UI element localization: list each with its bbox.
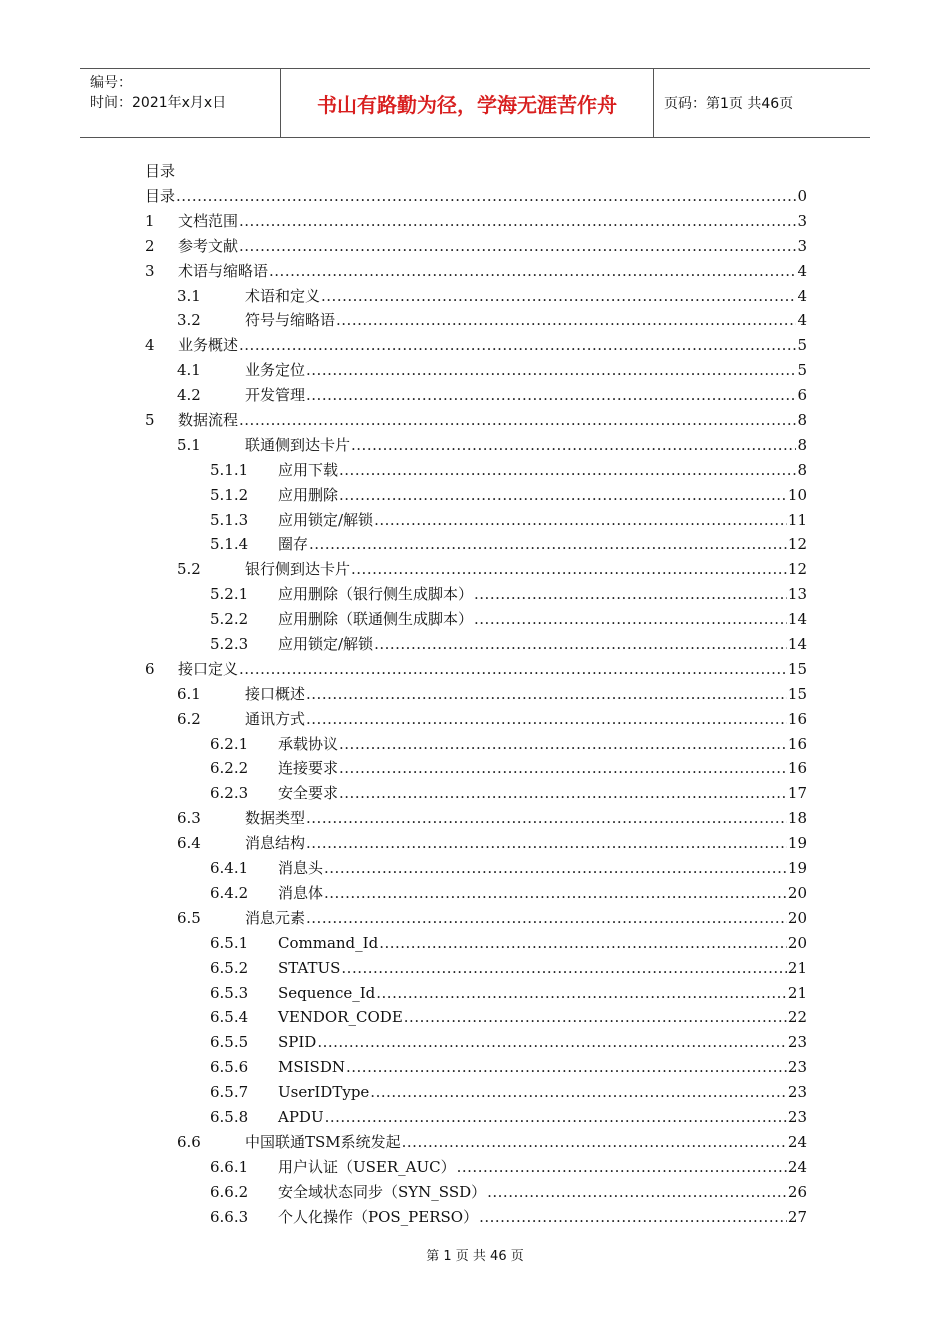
toc-entry-page: 23 xyxy=(787,1033,807,1052)
toc-leader-dots xyxy=(402,1130,787,1155)
toc-leader-dots xyxy=(306,831,787,856)
toc-entry-title: 业务定位 xyxy=(245,361,306,380)
toc-entry[interactable] xyxy=(145,308,807,333)
toc-entry[interactable] xyxy=(145,981,807,1006)
toc-entry[interactable] xyxy=(145,408,807,433)
toc-entry-title: 应用锁定/解锁 xyxy=(278,635,374,654)
toc-entry-title: 联通侧到达卡片 xyxy=(245,435,351,454)
toc-leader-dots xyxy=(339,732,787,757)
toc-entry[interactable] xyxy=(145,657,807,682)
toc-entry-title: 术语与缩略语 xyxy=(178,261,269,280)
toc-entry[interactable] xyxy=(145,333,807,358)
toc-entry-number: 6.2.2 xyxy=(210,759,249,778)
toc-entry-number: 6.4.1 xyxy=(210,859,249,878)
toc-entry[interactable] xyxy=(145,806,807,831)
toc-entry[interactable] xyxy=(145,209,807,234)
toc-entry-title: 接口定义 xyxy=(178,659,239,678)
toc-leader-dots xyxy=(176,184,796,209)
toc-entry-page: 15 xyxy=(787,684,807,703)
toc-entry-number: 6.2.3 xyxy=(210,784,249,803)
toc-entry-title: 业务概述 xyxy=(178,336,239,355)
toc-entry-number: 5.1.1 xyxy=(210,460,249,479)
toc-leader-dots xyxy=(239,209,796,234)
toc-entry-page: 14 xyxy=(787,610,807,629)
toc-entry[interactable] xyxy=(145,1180,807,1205)
toc-entry-title: 用户认证（USER_AUC） xyxy=(278,1157,456,1176)
toc-entry-page: 23 xyxy=(787,1107,807,1126)
toc-entry-page: 6 xyxy=(797,386,807,405)
toc-entry-page: 21 xyxy=(787,958,807,977)
toc-leader-dots xyxy=(341,956,787,981)
toc-entry[interactable] xyxy=(145,483,807,508)
toc-entry-number: 6.6.2 xyxy=(210,1182,249,1201)
toc-entry[interactable] xyxy=(145,906,807,931)
toc-entry-page: 4 xyxy=(797,286,807,305)
toc-entry-title: 消息结构 xyxy=(245,834,306,853)
toc-entry-title: 应用删除（联通侧生成脚本） xyxy=(278,610,474,629)
header-meta xyxy=(80,69,281,137)
toc-leader-dots xyxy=(336,308,796,333)
toc-entry-page: 19 xyxy=(787,859,807,878)
toc-entry-page: 8 xyxy=(797,411,807,430)
toc-entry[interactable] xyxy=(145,956,807,981)
toc-entry[interactable] xyxy=(145,532,807,557)
toc-entry-number: 5.2.2 xyxy=(210,610,249,629)
toc-entry[interactable] xyxy=(145,284,807,309)
toc-entry-title: 术语和定义 xyxy=(245,286,321,305)
toc-entry-page: 16 xyxy=(787,709,807,728)
toc-entry-number: 4 xyxy=(145,336,155,355)
toc-entry-page: 0 xyxy=(797,187,807,205)
table-of-contents xyxy=(145,184,807,1229)
toc-entry-title: APDU xyxy=(278,1107,324,1126)
toc-leader-dots xyxy=(269,259,796,284)
toc-entry-page: 11 xyxy=(787,510,807,529)
toc-entry-number: 6.5.3 xyxy=(210,983,249,1002)
toc-leader-dots xyxy=(351,433,796,458)
toc-entry-title: 目录 xyxy=(145,187,176,205)
toc-leader-dots xyxy=(339,458,796,483)
toc-leader-dots xyxy=(339,483,787,508)
toc-entry-page: 3 xyxy=(797,236,807,255)
toc-entry-page: 24 xyxy=(787,1157,807,1176)
toc-entry-title: STATUS xyxy=(278,958,341,977)
toc-entry-title: Command_Id xyxy=(278,933,379,952)
toc-entry-title: 个人化操作（POS_PERSO） xyxy=(278,1207,479,1226)
toc-entry-page: 22 xyxy=(787,1008,807,1027)
toc-entry-title: 接口概述 xyxy=(245,684,306,703)
toc-entry-title: 符号与缩略语 xyxy=(245,311,336,330)
toc-entry-title: 应用删除 xyxy=(278,485,339,504)
toc-entry-number: 6.5.7 xyxy=(210,1083,249,1102)
toc-entry-number: 5.1.2 xyxy=(210,485,249,504)
toc-entry-number: 6.2.1 xyxy=(210,734,249,753)
header-motto: 书山有路勤为径，学海无涯苦作舟 xyxy=(281,69,654,137)
header-page-info: 页码：第1页 共46页 xyxy=(664,96,794,112)
toc-entry-number: 6.5.4 xyxy=(210,1008,249,1027)
toc-leader-dots xyxy=(317,1030,787,1055)
toc-leader-dots xyxy=(374,632,787,657)
toc-entry[interactable] xyxy=(145,1130,807,1155)
toc-entry[interactable] xyxy=(145,184,807,209)
toc-leader-dots xyxy=(239,333,796,358)
toc-leader-dots xyxy=(404,1005,787,1030)
toc-entry-title: 连接要求 xyxy=(278,759,339,778)
toc-leader-dots xyxy=(474,582,787,607)
toc-entry-number: 2 xyxy=(145,236,155,255)
toc-entry-number: 5.2.3 xyxy=(210,635,249,654)
toc-entry-number: 6.5.8 xyxy=(210,1107,249,1126)
toc-leader-dots xyxy=(351,557,787,582)
toc-leader-dots xyxy=(306,707,787,732)
toc-entry-title: 消息头 xyxy=(278,859,324,878)
toc-entry-page: 23 xyxy=(787,1083,807,1102)
toc-entry-number: 6.5.5 xyxy=(210,1033,249,1052)
page-footer: 第 1 页 共 46 页 xyxy=(426,1249,524,1264)
toc-leader-dots xyxy=(306,806,787,831)
toc-entry-page: 27 xyxy=(787,1207,807,1226)
toc-entry-page: 4 xyxy=(797,261,807,280)
toc-entry-title: 应用删除（银行侧生成脚本） xyxy=(278,585,474,604)
toc-entry-page: 15 xyxy=(787,659,807,678)
toc-entry-number: 1 xyxy=(145,211,155,230)
toc-entry[interactable] xyxy=(145,732,807,757)
toc-entry-page: 12 xyxy=(787,535,807,554)
toc-entry-title: 承载协议 xyxy=(278,734,339,753)
toc-leader-dots xyxy=(379,931,787,956)
toc-entry-page: 14 xyxy=(787,635,807,654)
toc-leader-dots xyxy=(325,1105,787,1130)
toc-leader-dots xyxy=(487,1180,787,1205)
toc-entry[interactable] xyxy=(145,1155,807,1180)
toc-entry-title: 消息元素 xyxy=(245,908,306,927)
toc-entry-page: 19 xyxy=(787,834,807,853)
toc-entry-title: 安全要求 xyxy=(278,784,339,803)
toc-entry-page: 10 xyxy=(787,485,807,504)
toc-entry-title: 开发管理 xyxy=(245,386,306,405)
toc-entry-number: 4.1 xyxy=(177,361,201,380)
toc-entry-page: 20 xyxy=(787,933,807,952)
toc-entry[interactable] xyxy=(145,831,807,856)
toc-entry-number: 5 xyxy=(145,411,155,430)
toc-entry[interactable] xyxy=(145,234,807,259)
toc-entry[interactable] xyxy=(145,508,807,533)
toc-entry-title: SPID xyxy=(278,1033,317,1052)
toc-entry-page: 26 xyxy=(787,1182,807,1201)
toc-entry-number: 6.5.6 xyxy=(210,1058,249,1077)
toc-leader-dots xyxy=(306,358,796,383)
toc-entry-number: 6 xyxy=(145,659,155,678)
toc-entry-number: 5.2.1 xyxy=(210,585,249,604)
toc-entry-title: 应用下载 xyxy=(278,460,339,479)
toc-entry-page: 4 xyxy=(797,311,807,330)
toc-entry-number: 5.2 xyxy=(177,560,201,579)
doc-number-label: 编号： xyxy=(90,75,132,91)
toc-entry[interactable] xyxy=(145,682,807,707)
toc-entry-title: 应用锁定/解锁 xyxy=(278,510,374,529)
toc-entry-title: 数据类型 xyxy=(245,809,306,828)
toc-entry[interactable] xyxy=(145,931,807,956)
toc-leader-dots xyxy=(376,981,787,1006)
toc-entry-number: 5.1 xyxy=(177,435,201,454)
toc-entry-page: 8 xyxy=(797,460,807,479)
toc-entry-number: 6.2 xyxy=(177,709,201,728)
toc-entry-number: 6.3 xyxy=(177,809,201,828)
toc-entry[interactable] xyxy=(145,756,807,781)
toc-leader-dots xyxy=(374,508,787,533)
toc-entry-page: 18 xyxy=(787,809,807,828)
toc-leader-dots xyxy=(339,781,787,806)
toc-entry-title: MSISDN xyxy=(278,1058,345,1077)
toc-entry[interactable] xyxy=(145,781,807,806)
toc-entry[interactable] xyxy=(145,856,807,881)
toc-entry-title: 安全域状态同步（SYN_SSD） xyxy=(278,1182,487,1201)
toc-entry-title: 参考文献 xyxy=(178,236,239,255)
toc-entry-page: 8 xyxy=(797,435,807,454)
toc-leader-dots xyxy=(306,682,787,707)
toc-entry[interactable] xyxy=(145,458,807,483)
toc-entry-number: 6.6 xyxy=(177,1132,201,1151)
toc-leader-dots xyxy=(370,1080,787,1105)
toc-entry[interactable] xyxy=(145,1005,807,1030)
toc-leader-dots xyxy=(239,657,787,682)
toc-entry[interactable] xyxy=(145,259,807,284)
toc-entry-page: 5 xyxy=(797,336,807,355)
toc-entry-number: 6.5.1 xyxy=(210,933,249,952)
toc-leader-dots xyxy=(239,234,796,259)
toc-entry-page: 16 xyxy=(787,734,807,753)
doc-time-label: 时间：2021年x月x日 xyxy=(90,95,227,111)
toc-entry[interactable] xyxy=(145,632,807,657)
toc-entry[interactable] xyxy=(145,557,807,582)
toc-entry[interactable] xyxy=(145,433,807,458)
toc-leader-dots xyxy=(474,607,787,632)
toc-entry-title: 中国联通TSM系统发起 xyxy=(245,1132,401,1151)
toc-entry-number: 6.5.2 xyxy=(210,958,249,977)
page-header xyxy=(80,68,870,138)
toc-entry-number: 5.1.3 xyxy=(210,510,249,529)
toc-entry-title: 银行侧到达卡片 xyxy=(245,560,351,579)
toc-entry-number: 6.6.1 xyxy=(210,1157,249,1176)
toc-entry-number: 6.6.3 xyxy=(210,1207,249,1226)
toc-entry-page: 16 xyxy=(787,759,807,778)
toc-entry-page: 21 xyxy=(787,983,807,1002)
toc-entry-title: 文档范围 xyxy=(178,211,239,230)
toc-entry[interactable] xyxy=(145,582,807,607)
toc-entry[interactable] xyxy=(145,1055,807,1080)
toc-heading: 目录 xyxy=(145,162,176,180)
toc-entry-title: 数据流程 xyxy=(178,411,239,430)
toc-entry-page: 3 xyxy=(797,211,807,230)
toc-entry[interactable] xyxy=(145,1105,807,1130)
toc-entry-page: 23 xyxy=(787,1058,807,1077)
toc-entry-page: 20 xyxy=(787,883,807,902)
toc-entry-number: 4.2 xyxy=(177,386,201,405)
toc-entry-title: Sequence_Id xyxy=(278,983,376,1002)
toc-leader-dots xyxy=(346,1055,787,1080)
toc-entry-number: 6.5 xyxy=(177,908,201,927)
toc-entry[interactable] xyxy=(145,383,807,408)
toc-leader-dots xyxy=(239,408,796,433)
toc-entry-number: 5.1.4 xyxy=(210,535,249,554)
toc-leader-dots xyxy=(479,1205,787,1230)
toc-entry-title: UserIDType xyxy=(278,1083,370,1102)
toc-entry[interactable] xyxy=(145,1030,807,1055)
toc-leader-dots xyxy=(309,532,787,557)
toc-entry-title: 圈存 xyxy=(278,535,309,554)
toc-entry-title: 消息体 xyxy=(278,883,324,902)
toc-entry[interactable] xyxy=(145,358,807,383)
toc-leader-dots xyxy=(324,881,787,906)
toc-leader-dots xyxy=(339,756,787,781)
toc-leader-dots xyxy=(457,1155,787,1180)
toc-entry-title: 通讯方式 xyxy=(245,709,306,728)
toc-entry[interactable] xyxy=(145,607,807,632)
toc-entry-number: 6.1 xyxy=(177,684,201,703)
toc-entry[interactable] xyxy=(145,1080,807,1105)
toc-entry-page: 5 xyxy=(797,361,807,380)
toc-entry[interactable] xyxy=(145,707,807,732)
toc-entry-number: 3.1 xyxy=(177,286,201,305)
toc-entry-page: 24 xyxy=(787,1132,807,1151)
toc-leader-dots xyxy=(306,383,796,408)
toc-entry-number: 6.4 xyxy=(177,834,201,853)
toc-entry-number: 3.2 xyxy=(177,311,201,330)
toc-leader-dots xyxy=(324,856,787,881)
toc-entry-page: 20 xyxy=(787,908,807,927)
toc-entry[interactable] xyxy=(145,881,807,906)
toc-entry[interactable] xyxy=(145,1205,807,1230)
toc-leader-dots xyxy=(321,284,796,309)
toc-leader-dots xyxy=(306,906,787,931)
toc-entry-page: 13 xyxy=(787,585,807,604)
toc-entry-title: VENDOR_CODE xyxy=(278,1008,403,1027)
toc-entry-page: 17 xyxy=(787,784,807,803)
toc-entry-number: 6.4.2 xyxy=(210,883,249,902)
toc-entry-page: 12 xyxy=(787,560,807,579)
toc-entry-number: 3 xyxy=(145,261,155,280)
